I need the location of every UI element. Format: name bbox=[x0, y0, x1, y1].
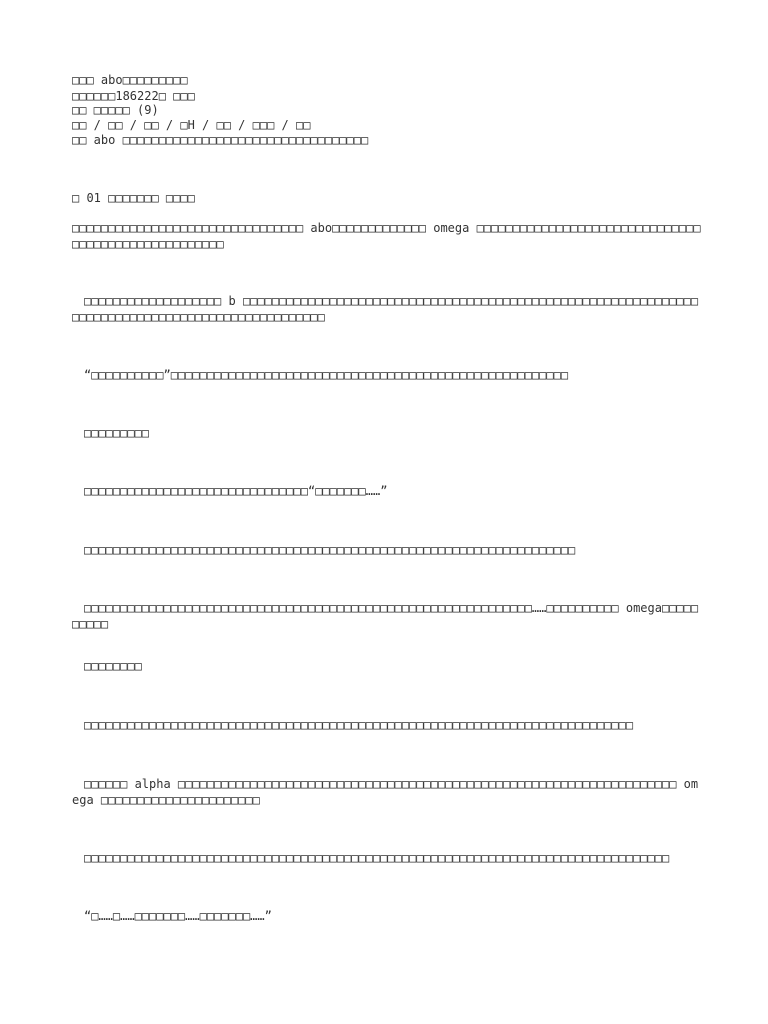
status-line: □□ □□□□□ (9) bbox=[72, 103, 159, 117]
paragraph: □□□□□□□□□□□□□□□□□□□□□□□□□□□□□□□□□□□□□□□□□□□□□□□□□□□□□□□□□□□□□□……□□□□□□□□□□ omega□□□□□□□□□□ bbox=[72, 601, 699, 631]
paragraph: □□□□□□□□□□□□□□□□□□□□□□□□□□□□□□□□ abo□□□□□□□□□□□□□ omega □□□□□□□□□□□□□□□□□□□□□□□□□□□□□□□□□□□□□□□□□□□□□□□□□□□□ bbox=[72, 221, 701, 251]
tags-line: □□ / □□ / □□ / □H / □□ / □□□ / □□ bbox=[72, 118, 311, 132]
paragraph: “□……□……□□□□□□□……□□□□□□□……” bbox=[84, 909, 272, 923]
paragraph: □□□□□□□□□□□□□□□□□□□ b □□□□□□□□□□□□□□□□□□□□□□□□□□□□□□□□□□□□□□□□□□□□□□□□□□□□□□□□□□□□□□□□□□□□□□□□□□□□□□□□□□□□□□□□□□□□□□□□□□ bbox=[72, 294, 699, 324]
paragraph: □□□□□□□□□□□□□□□□□□□□□□□□□□□□□□□□□□□□□□□□□□□□□□□□□□□□□□□□□□□□□□□□□□□□□□□□□□□□ bbox=[84, 718, 634, 732]
paragraph: □□□□□□□□□□□□□□□□□□□□□□□□□□□□□□□□□□□□□□□□□□□□□□□□□□□□□□□□□□□□□□□□□□□□ bbox=[84, 543, 576, 557]
chapter-heading: □ 01 □□□□□□□ □□□□ bbox=[72, 191, 195, 205]
author-line: □□□□□□186222□ □□□ bbox=[72, 89, 195, 103]
paragraph: “□□□□□□□□□□”□□□□□□□□□□□□□□□□□□□□□□□□□□□□□□□□□□□□□□□□□□□□□□□□□□□□□□□ bbox=[84, 368, 569, 382]
paragraph: □□□□□□□□ bbox=[84, 659, 142, 673]
paragraph: □□□□□□□□□□□□□□□□□□□□□□□□□□□□□□□□□□□□□□□□□□□□□□□□□□□□□□□□□□□□□□□□□□□□□□□□□□□□□□□□□ bbox=[84, 851, 670, 865]
paragraph: □□□□□□□□□ bbox=[84, 426, 150, 440]
summary-line: □□ abo □□□□□□□□□□□□□□□□□□□□□□□□□□□□□□□□□□ bbox=[72, 133, 369, 147]
paragraph: □□□□□□ alpha □□□□□□□□□□□□□□□□□□□□□□□□□□□□□□□□□□□□□□□□□□□□□□□□□□□□□□□□□□□□□□□□□□□□□ omega □□□□□□□□□□□□□□□□□□□□□□ bbox=[72, 777, 699, 807]
paragraph: □□□□□□□□□□□□□□□□□□□□□□□□□□□□□□□“□□□□□□□……” bbox=[84, 484, 388, 498]
work-title: □□□ abo□□□□□□□□□ bbox=[72, 73, 188, 87]
